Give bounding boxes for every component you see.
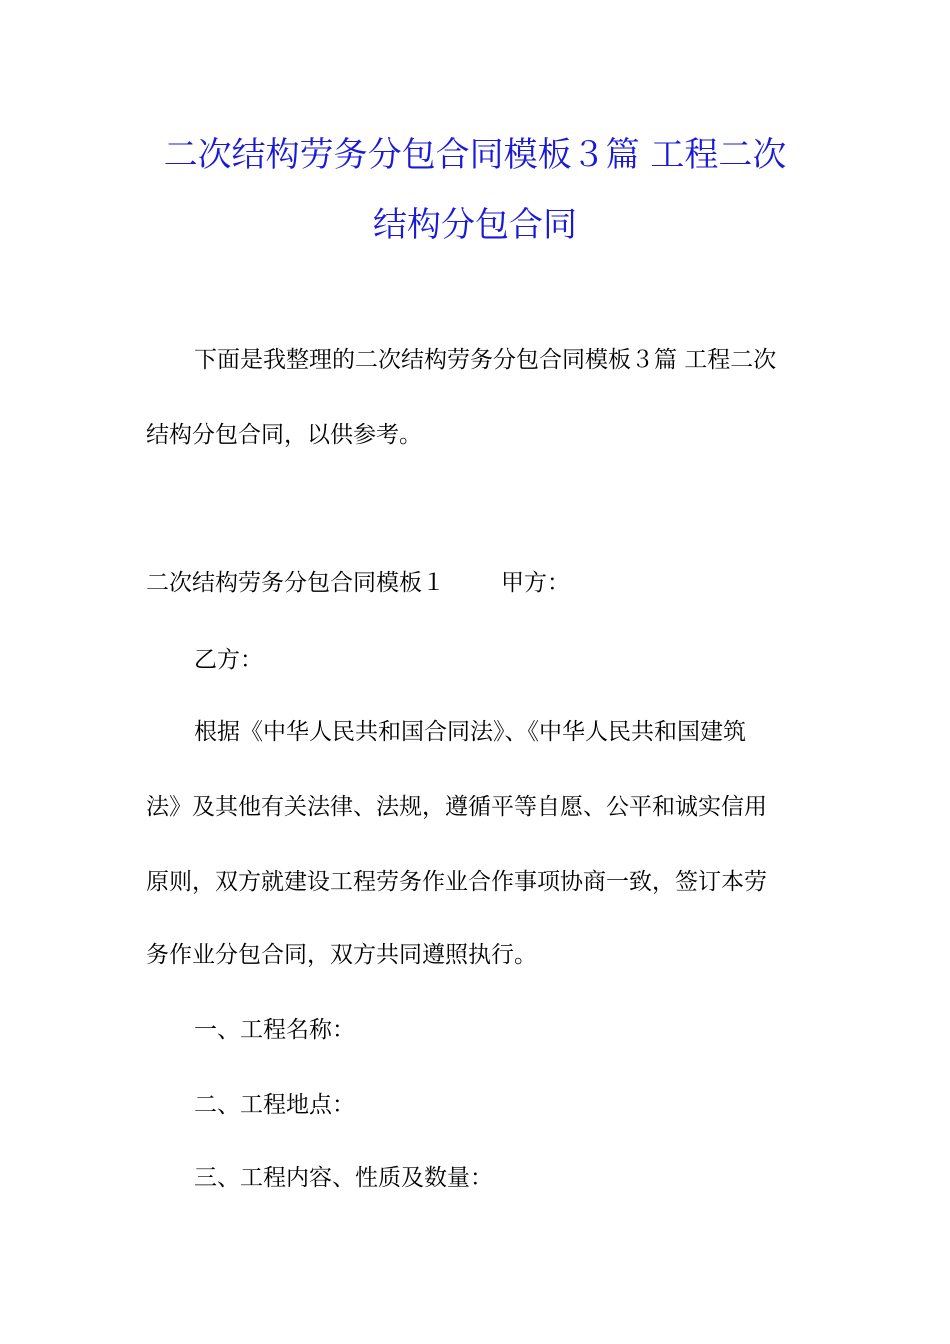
party-a-label: 甲方： bbox=[501, 570, 570, 596]
intro-line-1: 下面是我整理的二次结构劳务分包合同模板３篇 工程二次 bbox=[194, 347, 777, 373]
basis-line-2: 法》及其他有关法律、法规，遵循平等自愿、公平和诚实信用 bbox=[146, 794, 767, 820]
basis-line-3: 原则，双方就建设工程劳务作业合作事项协商一致，签订本劳 bbox=[146, 869, 767, 895]
clause-project-content: 三、工程内容、性质及数量： bbox=[194, 1165, 493, 1191]
clause-project-location: 二、工程地点： bbox=[194, 1092, 355, 1118]
template-1-heading: 二次结构劳务分包合同模板１ bbox=[146, 570, 445, 596]
clause-project-name: 一、工程名称： bbox=[194, 1017, 355, 1043]
intro-line-2: 结构分包合同，以供参考。 bbox=[146, 422, 422, 448]
basis-line-4: 务作业分包合同，双方共同遵照执行。 bbox=[146, 942, 537, 968]
basis-line-1: 根据《中华人民共和国合同法》、《中华人民共和国建筑 bbox=[194, 719, 746, 745]
party-b-label: 乙方： bbox=[194, 647, 263, 673]
template-1-heading-row bbox=[146, 568, 570, 598]
document-title-line-2: 结构分包合同 bbox=[373, 205, 577, 245]
document-title-line-1: 二次结构劳务分包合同模板３篇 工程二次 bbox=[163, 135, 787, 175]
